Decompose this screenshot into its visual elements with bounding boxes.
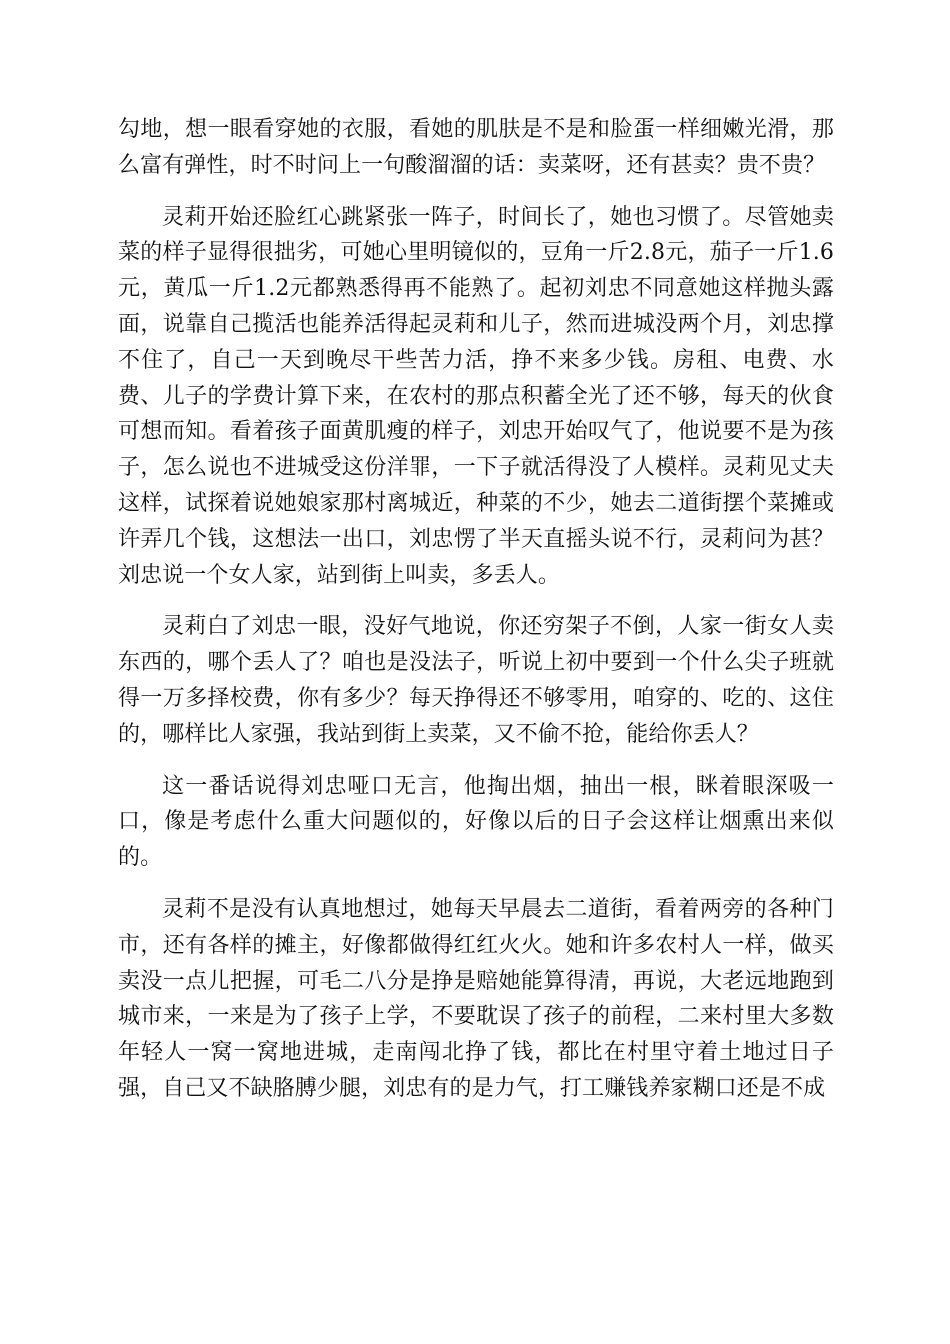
paragraph-2: 灵莉开始还脸红心跳紧张一阵子，时间长了，她也习惯了。尽管她卖菜的样子显得很拙劣，可她心里明镜似的，豆角一斤2.8元，茄子一斤1.6元，黄瓜一斤1.2元都熟悉得再不能熟了。起初刘忠不同意她这样抛头露面，说靠自己揽活也能养活得起灵莉和儿子，然而进城没两个月，刘忠撑不住了，自己一天到晚尽干些苦力活，挣不来多少钱。房租、电费、水费、儿子的学费计算下来，在农村的那点积蓄全光了还不够，每天的伙食可想而知。看着孩子面黄肌瘦的样子，刘忠开始叹气了，他说要不是为孩子，怎么说也不进城受这份洋罪，一下子就活得没了人模样。灵莉见丈夫这样，试探着说她娘家那村离城近，种菜的不少，她去二道街摆个菜摊或许弄几个钱，这想法一出口，刘忠愣了半天直摇头说不行，灵莉问为甚？刘忠说一个女人家，站到街上叫卖，多丢人。 [118,204,834,588]
paragraph-1: 勾地，想一眼看穿她的衣服，看她的肌肤是不是和脸蛋一样细嫩光滑，那么富有弹性，时不时问上一句酸溜溜的话：卖菜呀，还有甚卖？贵不贵？ [118,117,834,178]
document-page [118,112,834,1107]
paragraph-3: 灵莉白了刘忠一眼，没好气地说，你还穷架子不倒，人家一街女人卖东西的，哪个丢人了？咱也是没法子，听说上初中要到一个什么尖子班就得一万多择校费，你有多少？每天挣得还不够零用，咱穿的、吃的、这住的，哪样比人家强，我站到街上卖菜，又不偷不抢，能给你丢人？ [118,614,834,747]
paragraph-5: 灵莉不是没有认真地想过，她每天早晨去二道街，看着两旁的各种门市，还有各样的摊主，好像都做得红红火火。她和许多农村人一样，做买卖没一点儿把握，可毛二八分是挣是赔她能算得清，再说，大老远地跑到城市来，一来是为了孩子上学，不要耽误了孩子的前程，二来村里大多数年轻人一窝一窝地进城，走南闯北挣了钱，都比在村里守着土地过日子强，自己又不缺胳膊少腿，刘忠有的是力气，打工赚钱养家糊口还是不成 [118,896,834,1101]
paragraph-4: 这一番话说得刘忠哑口无言，他掏出烟，抽出一根，眯着眼深吸一口，像是考虑什么重大问题似的，好像以后的日子会这样让烟熏出来似的。 [118,773,834,871]
